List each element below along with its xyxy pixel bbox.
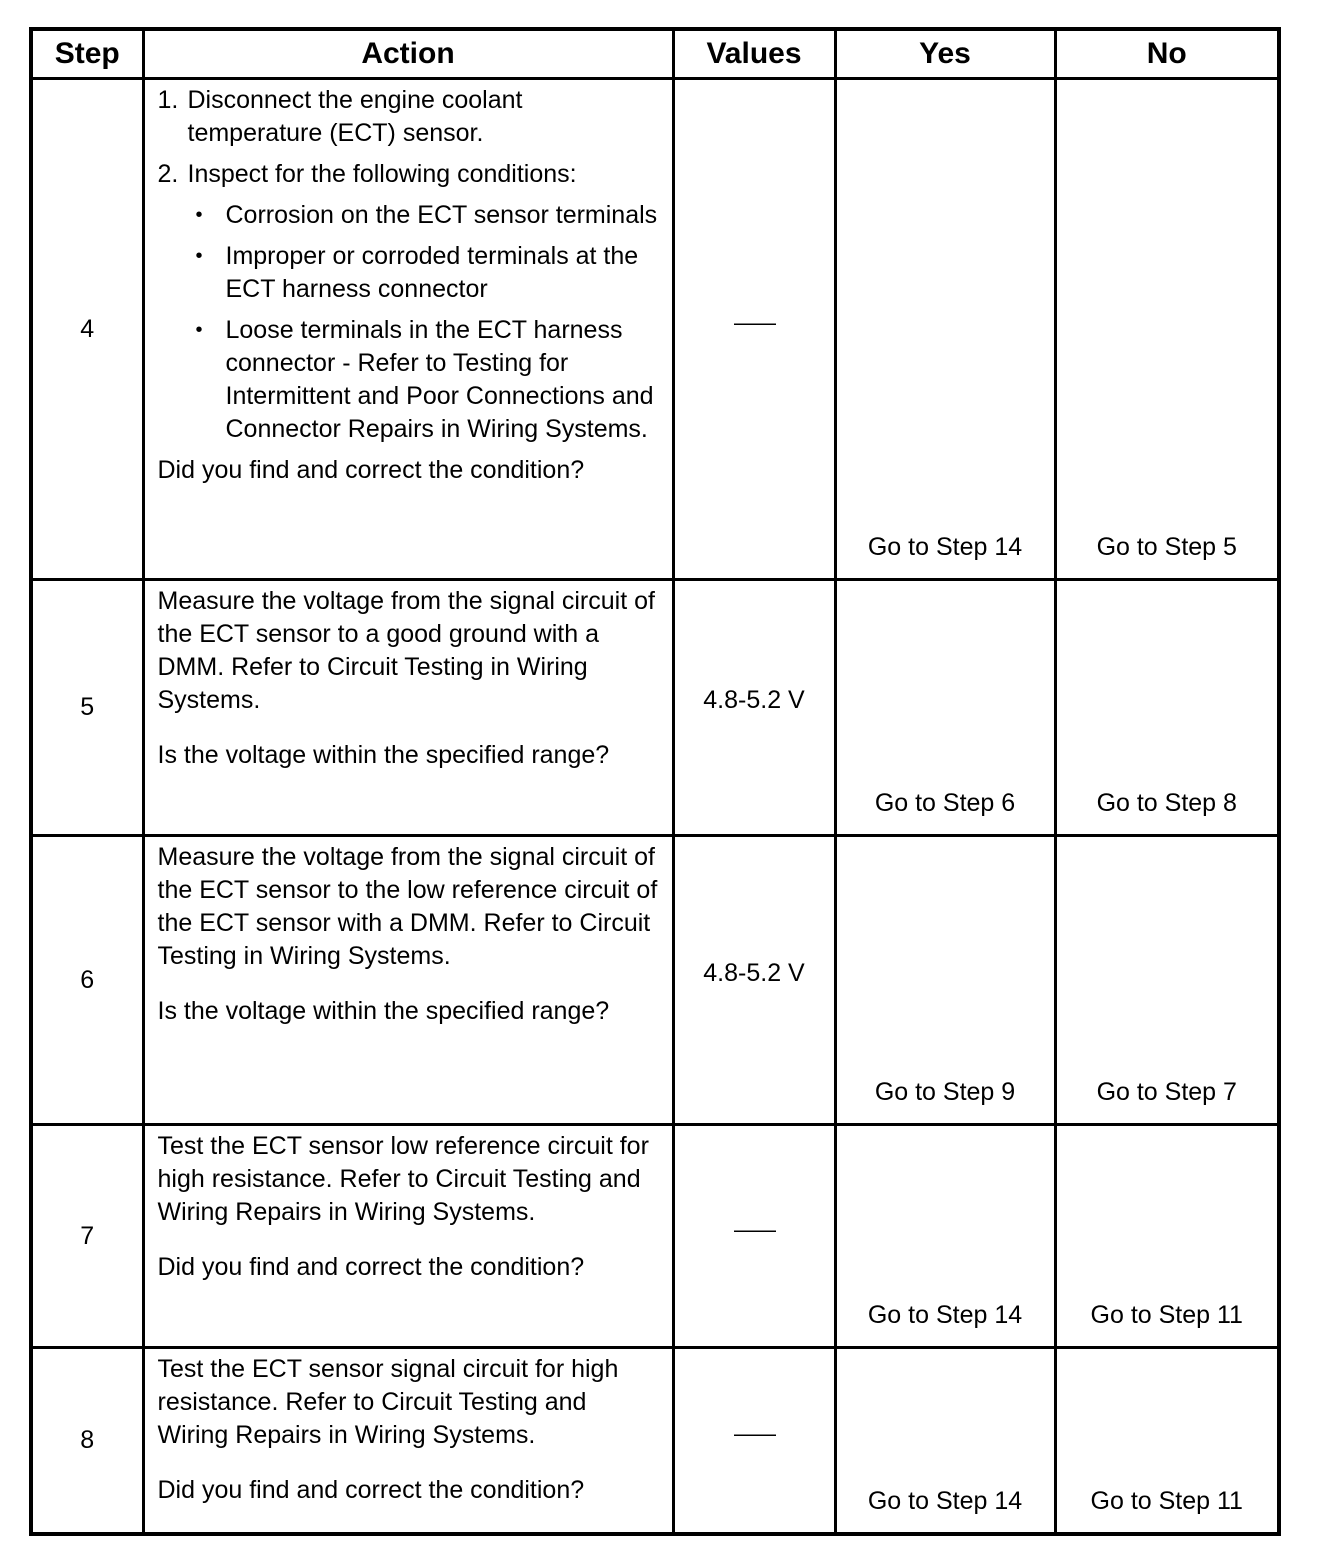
action-question: Did you find and correct the condition? (157, 1253, 585, 1281)
action-cell (143, 1348, 673, 1534)
action-cell (143, 836, 673, 1125)
yes-cell: Go to Step 14 (835, 1348, 1055, 1534)
step-number: 4 (31, 79, 143, 580)
item-number: 2. (157, 160, 179, 188)
numbered-item (158, 84, 658, 150)
table-row (31, 79, 1279, 580)
list-item (196, 199, 658, 232)
diagnostic-table (29, 27, 1281, 1536)
values-cell (673, 1125, 835, 1348)
value-text: —— (734, 309, 774, 335)
list-item (196, 240, 658, 306)
item-text: Disconnect the engine coolant temperature (ECT) sensor. (187, 86, 523, 147)
action-question: Did you find and correct the condition? (157, 1476, 585, 1504)
yes-cell: Go to Step 14 (835, 1125, 1055, 1348)
bullet-text: Corrosion on the ECT sensor terminals (225, 201, 658, 229)
step-number: 7 (31, 1125, 143, 1348)
header-action: Action (143, 29, 673, 79)
bullet-icon: • (195, 245, 203, 267)
header-no: No (1055, 29, 1279, 79)
values-cell: 4.8-5.2 V (673, 580, 835, 836)
no-cell: Go to Step 11 (1055, 1125, 1279, 1348)
action-cell (143, 580, 673, 836)
action-cell (143, 1125, 673, 1348)
item-number: 1. (157, 86, 179, 114)
table-row (31, 836, 1279, 1125)
action-text: Test the ECT sensor low reference circuit for high resistance. Refer to Circuit Testing and Wiring Repairs in Wiring Systems. (157, 1132, 649, 1226)
header-step: Step (31, 29, 143, 79)
value-text: —— (734, 1420, 774, 1446)
action-text: Test the ECT sensor signal circuit for high resistance. Refer to Circuit Testing and Wiring Repairs in Wiring Systems. (157, 1355, 619, 1449)
table-row (31, 1125, 1279, 1348)
yes-cell: Go to Step 9 (835, 836, 1055, 1125)
numbered-item (158, 158, 658, 191)
yes-cell: Go to Step 6 (835, 580, 1055, 836)
value-text: —— (734, 1216, 774, 1242)
values-cell: 4.8-5.2 V (673, 836, 835, 1125)
action-question: Did you find and correct the condition? (157, 456, 585, 484)
action-text: Measure the voltage from the signal circuit of the ECT sensor to a good ground with a DMM. Refer to Circuit Testing in Wiring Systems. (157, 587, 655, 714)
action-question: Is the voltage within the specified range? (157, 997, 610, 1025)
list-item (196, 314, 658, 446)
item-text: Inspect for the following conditions: (187, 160, 577, 188)
values-cell (673, 79, 835, 580)
table-row (31, 1348, 1279, 1534)
bullet-icon: • (195, 204, 203, 226)
action-text: Measure the voltage from the signal circuit of the ECT sensor to the low reference circuit of the ECT sensor with a DMM. Refer to Circuit Testing in Wiring Systems. (157, 843, 658, 970)
action-question: Is the voltage within the specified range? (157, 741, 610, 769)
bullet-icon: • (195, 319, 203, 341)
step-number: 5 (31, 580, 143, 836)
no-cell: Go to Step 5 (1055, 79, 1279, 580)
no-cell: Go to Step 11 (1055, 1348, 1279, 1534)
values-cell (673, 1348, 835, 1534)
step-number: 6 (31, 836, 143, 1125)
no-cell: Go to Step 7 (1055, 836, 1279, 1125)
header-row (31, 29, 1279, 79)
action-cell (143, 79, 673, 580)
condition-list (158, 199, 658, 446)
no-cell: Go to Step 8 (1055, 580, 1279, 836)
step-number: 8 (31, 1348, 143, 1534)
header-yes: Yes (835, 29, 1055, 79)
bullet-text: Loose terminals in the ECT harness connector - Refer to Testing for Intermittent and Poor Connections and Connector Repairs in Wiring Systems. (225, 316, 654, 443)
table-row (31, 580, 1279, 836)
header-values: Values (673, 29, 835, 79)
yes-cell: Go to Step 14 (835, 79, 1055, 580)
bullet-text: Improper or corroded terminals at the ECT harness connector (225, 242, 639, 303)
